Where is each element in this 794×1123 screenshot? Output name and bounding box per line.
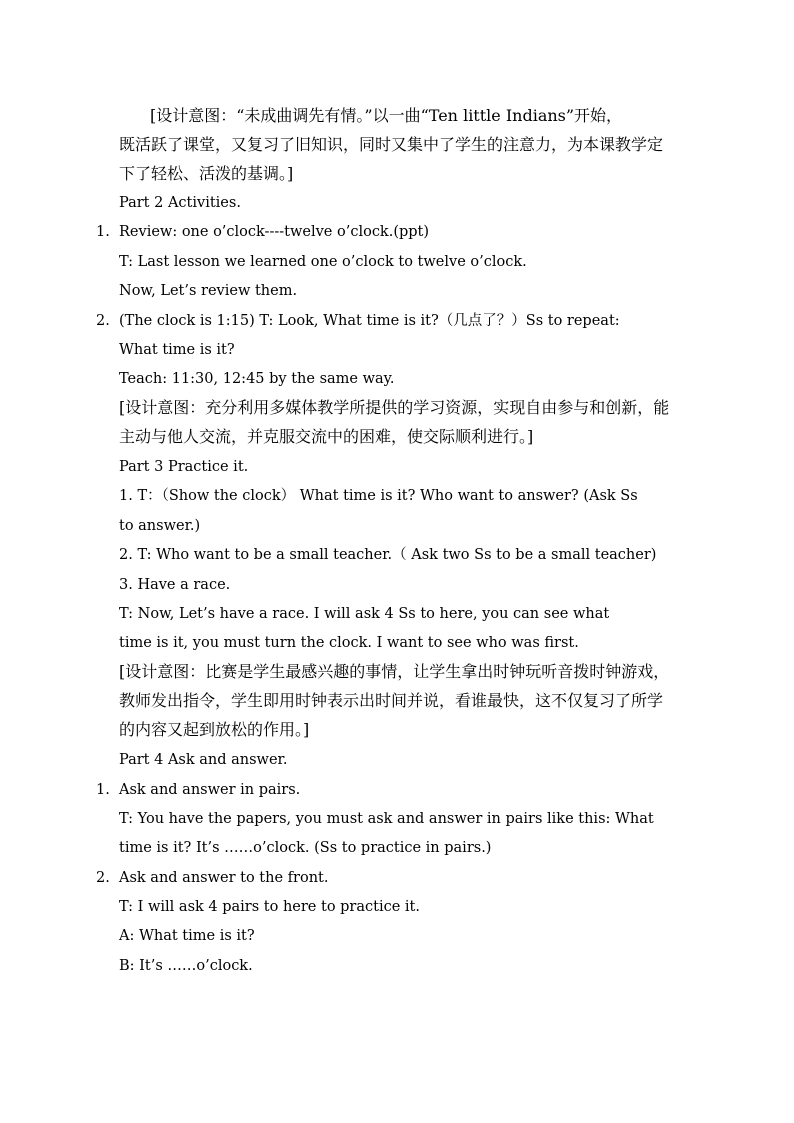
practice-1-line-2: to answer.) bbox=[119, 518, 201, 534]
practice-2-line: 2. T: Who want to be a small teacher.（ Ask two Ss to be a small teacher) bbox=[119, 547, 657, 563]
part-4-heading: Part 4 Ask and answer. bbox=[119, 752, 288, 768]
design-intent-3-line-2: 教师发出指令，学生即用时钟表示出时间并说，看谁最快，这不仅复习了所学 bbox=[119, 691, 664, 710]
dialogue-a-line: A: What time is it? bbox=[119, 928, 255, 944]
design-intent-1-line-2: 既活跃了课堂，又复习了旧知识，同时又集中了学生的注意力，为本课教学定 bbox=[119, 135, 664, 154]
race-line-2: time is it, you must turn the clock. I want to see who was first. bbox=[119, 635, 579, 651]
design-intent-1-line-3: 下了轻松、活泼的基调。] bbox=[119, 164, 294, 183]
review-them-line: Now, Let’s review them. bbox=[119, 283, 298, 299]
pairs-line: Ask and answer in pairs. bbox=[119, 782, 301, 798]
design-intent-2-line-2: 主动与他人交流，并克服交流中的困难，使交际顺利进行。] bbox=[119, 427, 534, 446]
clock-question-line: (The clock is 1:15) T: Look, What time is it?（几点了？）Ss to repeat: bbox=[119, 313, 620, 329]
front-line: Ask and answer to the front. bbox=[119, 870, 329, 886]
teach-line: Teach: 11:30, 12:45 by the same way. bbox=[119, 371, 395, 387]
design-intent-3-line-3: 的内容又起到放松的作用。] bbox=[119, 720, 310, 739]
dialogue-b-line: B: It’s ……o’clock. bbox=[119, 958, 253, 974]
design-intent-3-line-1: [设计意图：比赛是学生最感兴趣的事情，让学生拿出时钟玩听音拨时钟游戏， bbox=[119, 662, 670, 681]
item-1-number: 1. bbox=[96, 224, 110, 240]
item-4-2-number: 2. bbox=[96, 870, 110, 886]
race-line-1: T: Now, Let’s have a race. I will ask 4 Ss to here, you can see what bbox=[119, 606, 610, 622]
review-line: Review: one o’clock----twelve o’clock.(ppt) bbox=[119, 224, 430, 240]
practice-1-line-1: 1. T：（Show the clock） What time is it? Who want to answer? (Ask Ss bbox=[119, 488, 638, 504]
item-4-1-number: 1. bbox=[96, 782, 110, 798]
papers-line-1: T: You have the papers, you must ask and answer in pairs like this: What bbox=[119, 811, 654, 827]
part-2-heading: Part 2 Activities. bbox=[119, 195, 241, 211]
practice-3-line: 3. Have a race. bbox=[119, 577, 231, 593]
what-time-line: What time is it? bbox=[119, 342, 235, 358]
last-lesson-line: T: Last lesson we learned one o’clock to twelve o’clock. bbox=[119, 254, 527, 270]
papers-line-2: time is it? It’s ……o’clock. (Ss to practice in pairs.) bbox=[119, 840, 492, 856]
item-2-number: 2. bbox=[96, 313, 110, 329]
part-3-heading: Part 3 Practice it. bbox=[119, 459, 249, 475]
four-pairs-line: T: I will ask 4 pairs to here to practice it. bbox=[119, 899, 420, 915]
design-intent-2-line-1: [设计意图：充分利用多媒体教学所提供的学习资源，实现自由参与和创新，能 bbox=[119, 398, 670, 417]
design-intent-1-line-1: [设计意图：“未成曲调先有情。”以一曲“Ten little Indians”开始， bbox=[150, 106, 623, 125]
